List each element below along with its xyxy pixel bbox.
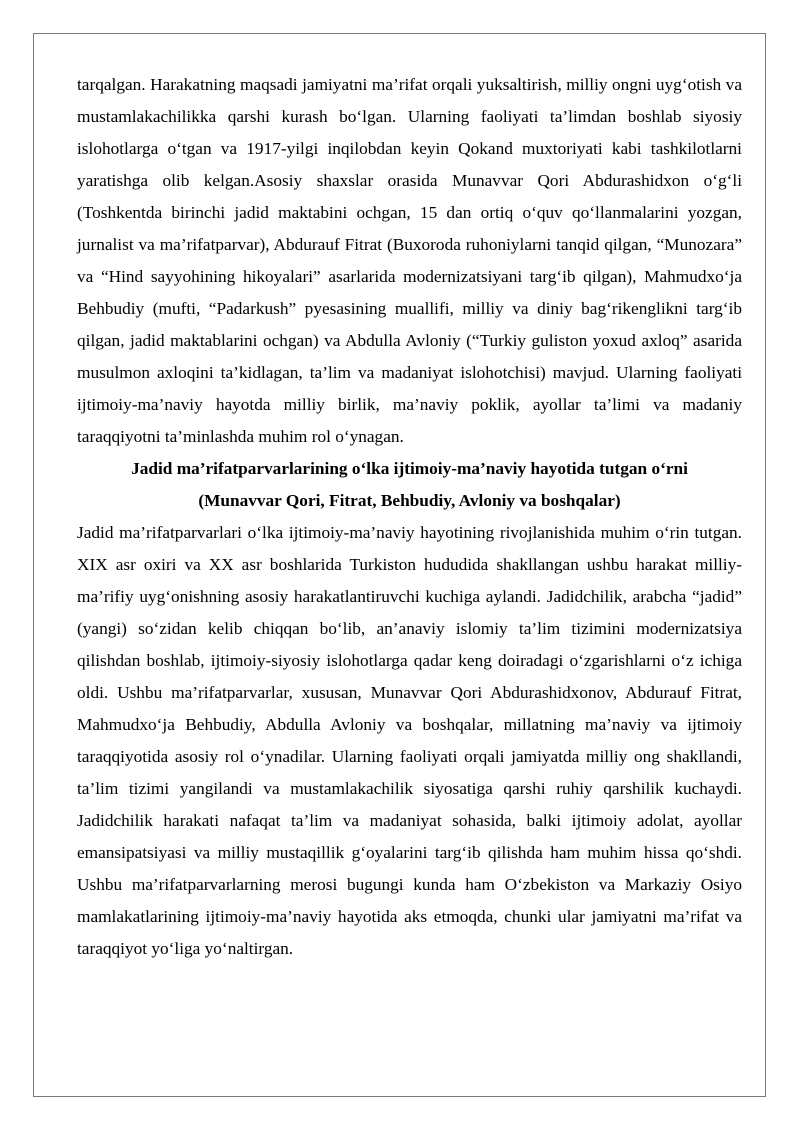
section-heading-line-1: Jadid ma’rifatparvarlarining o‘lka ijtimoiy-ma’naviy hayotida tutgan o‘rni <box>131 459 688 478</box>
paragraph-intro: tarqalgan. Harakatning maqsadi jamiyatni ma’rifat orqali yuksaltirish, milliy ongni uyg‘otish va mustamlakachilikka qarshi kurash bo‘lgan. Ularning faoliyati ta’limdan boshlab siyosiy islohotlarga o‘tgan va 1917-yilgi inqilobdan keyin Qokand muxtoriyati kabi tashkilotlarni yaratishga olib kelgan.Asosiy shaxslar orasida Munavvar Qori Abdurashidxon o‘g‘li (Toshkentda birinchi jadid maktabini ochgan, 15 dan ortiq o‘quv qo‘llanmalarini yozgan, jurnalist va ma’rifatparvar), Abdurauf Fitrat (Buxoroda ruhoniylarni tanqid qilgan, “Munozara” va “Hind sayyohining hikoyalari” asarlarida modernizatsiyani targ‘ib qilgan), Mahmudxo‘ja Behbudiy (mufti, “Padarkush” pyesasining muallifi, milliy va diniy bag‘rikenglikni targ‘ib qilgan, jadid maktablarini ochgan) va Abdulla Avloniy (“Turkiy guliston yoxud axloq” asarida musulmon axloqini ta’kidlagan, ta’lim va madaniyat islohotchisi) mavjud. Ularning faoliyati ijtimoiy-ma’naviy hayotda milliy birlik, ma’naviy poklik, ayollar ta’limi va madaniy taraqqiyotni ta’minlashda muhim rol o‘ynagan. <box>77 75 742 446</box>
section-heading-line-2: (Munavvar Qori, Fitrat, Behbudiy, Avloniy va boshqalar) <box>198 491 621 510</box>
paragraph-section: Jadid ma’rifatparvarlari o‘lka ijtimoiy-ma’naviy hayotining rivojlanishida muhim o‘rin tutgan. XIX asr oxiri va XX asr boshlarida Turkiston hududida shakllangan ushbu harakat milliy-ma’rifiy uyg‘onishning asosiy harakatlantiruvchi kuchiga aylandi. Jadidchilik, arabcha “jadid” (yangi) so‘zidan kelib chiqqan bo‘lib, an’anaviy islomiy ta’lim tizimini modernizatsiya qilishdan boshlab, ijtimoiy-siyosiy islohotlarga qadar keng doiradagi o‘zgarishlarni o‘z ichiga oldi. Ushbu ma’rifatparvarlar, xususan, Munavvar Qori Abdurashidxonov, Abdurauf Fitrat, Mahmudxo‘ja Behbudiy, Abdulla Avloniy va boshqalar, millatning ma’naviy va ijtimoiy taraqqiyotida asosiy rol o‘ynadilar. Ularning faoliyati orqali jamiyatda milliy ong shakllandi, ta’lim tizimi yangilandi va mustamlakachilik siyosatiga qarshi ruhiy qarshilik kuchaydi. Jadidchilik harakati nafaqat ta’lim va madaniyat sohasida, balki ijtimoiy adolat, ayollar emansipatsiyasi va milliy mustaqillik g‘oyalarini targ‘ib qilishda ham muhim hissa qo‘shdi. Ushbu ma’rifatparvarlarning merosi bugungi kunda ham O‘zbekiston va Markaziy Osiyo mamlakatlarining ijtimoiy-ma’naviy hayotida aks etmoqda, chunki ular jamiyatni ma’rifat va taraqqiyot yo‘liga yo‘naltirgan. <box>77 523 742 958</box>
document-body <box>77 69 742 965</box>
section-heading <box>77 453 742 517</box>
